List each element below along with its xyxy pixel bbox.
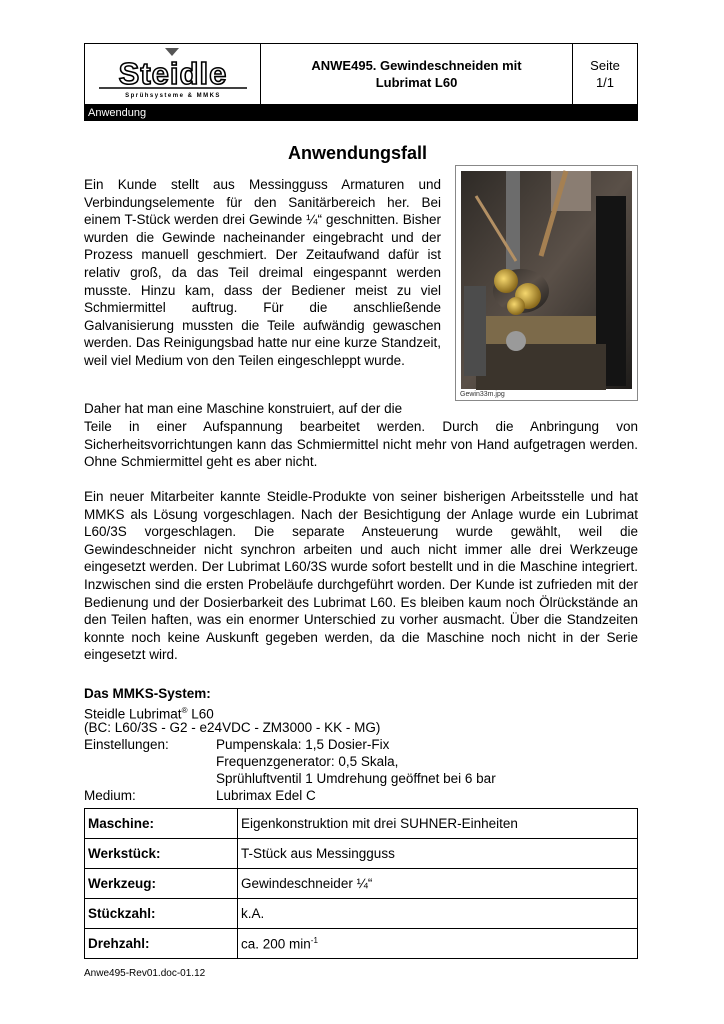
title-line-1: ANWE495. Gewindeschneiden mit (311, 58, 522, 73)
third-paragraph: Ein neuer Mitarbeiter kannte Steidle-Produkte von seiner bisherigen Arbeitsstelle und hat MMKS als Lösung vorgeschlagen. Nach der Besichtigung der Anlage wurde ein Lubrimat L60/3S vorgeschlagen. Die separate Ansteuerung wurde gewählt, weil die Gewindeschneider nicht synchron arbeiten und auch nicht immer alle drei Werkzeuge eingesetzt werden. Der Lubrimat L60/3S wurde sofort bestellt und in die Maschine integriert. Inzwischen sind die ersten Probeläufe durchgeführt worden. Der Kunde ist zufrieden mit der Bedienung und der Dosierbarkeit des Lubrimat L60. Es bleiben kaum noch Ölrückstände an den Teilen haften, was ein enormer Unterschied zu vorher ausmacht. Über die Standzeiten konnte noch keine Auskunft gegeben werden, da die Maschine noch nicht in der Serie eingesetzt wird. (84, 489, 638, 663)
settings-value-3: Sprühluftventil 1 Umdrehung geöffnet bei 6 bar (216, 771, 496, 786)
table-row (85, 899, 638, 929)
table-row (85, 839, 638, 869)
mmks-product: Steidle Lubrimat® L60 (84, 706, 214, 722)
table-value: Gewindeschneider ¼“ (238, 869, 638, 899)
second-paragraph-rest: Teile in einer Aufspannung bearbeitet werden. Durch die Anbringung von Sicherheitsvorrichtungen kann das Schmiermittel nicht mehr von Hand aufgetragen werden. Ohne Schmiermittel geht es aber nicht. (84, 419, 638, 470)
document-header (84, 43, 638, 105)
table-row (85, 809, 638, 839)
svg-text:Sprühsysteme & MMKS: Sprühsysteme & MMKS (125, 93, 221, 99)
logo-cell (85, 44, 261, 104)
second-paragraph-start: Daher hat man eine Maschine konstruiert, auf der die (84, 401, 403, 416)
intro-paragraph: Ein Kunde stellt aus Messingguss Armaturen und Verbindungselemente für den Sanitärbereich her. Bei einem T-Stück werden drei Gewinde ¼“ geschnitten. Bisher wurden die Gewinde nacheinander eingebracht und der Prozess manuell geschmiert. Der Zeitaufwand dafür ist relativ groß, da das Teil dreimal eingespannt werden musste. Hinzu kam, dass der Bediener meist zu viel Schmiermittel auftrug. Für die anschließende Galvanisierung mussten die Teile aufwändig gewaschen werden. Das Reinigungsbad hatte nur eine kurze Standzeit, weil viel Medium von den Teilen eingeschleppt wurde. (84, 177, 441, 368)
page-indicator (573, 44, 637, 104)
table-value: ca. 200 $\min^{-1}$ (238, 929, 638, 959)
page-number: 1/1 (595, 75, 615, 90)
machine-photo (455, 165, 638, 401)
mmks-heading: Das MMKS-System: (84, 686, 211, 701)
page-label: Seite (590, 58, 620, 73)
table-value: k.A. (238, 899, 638, 929)
table-row (85, 929, 638, 959)
table-value: T-Stück aus Messingguss (238, 839, 638, 869)
table-label: Drehzahl: (85, 929, 238, 959)
settings-value-1: Pumpenskala: 1,5 Dosier-Fix (216, 737, 390, 752)
table-row (85, 869, 638, 899)
spec-table (84, 808, 638, 959)
medium-label: Medium: (84, 788, 136, 803)
page-heading: Anwendungsfall (288, 143, 427, 163)
document-title (261, 44, 573, 104)
settings-value-2: Frequenzgenerator: 0,5 Skala, (216, 754, 399, 769)
table-value: Eigenkonstruktion mit drei SUHNER-Einheiten (238, 809, 638, 839)
table-label: Werkzeug: (85, 869, 238, 899)
svg-text:Steidle: Steidle (118, 56, 228, 91)
medium-value: Lubrimax Edel C (216, 788, 316, 803)
table-label: Stückzahl: (85, 899, 238, 929)
section-bar: Anwendung (84, 105, 638, 121)
steidle-logo (85, 44, 261, 104)
footer-doc-id: Anwe495-Rev01.doc-01.12 (84, 968, 206, 979)
photo-caption: Gewin33m.jpg (460, 391, 505, 398)
settings-label: Einstellungen: (84, 737, 169, 752)
table-label: Werkstück: (85, 839, 238, 869)
title-line-2: Lubrimat L60 (375, 75, 458, 90)
mmks-bc-line: (BC: L60/3S - G2 - e24VDC - ZM3000 - KK - MG) (84, 720, 381, 735)
table-label: Maschine: (85, 809, 238, 839)
